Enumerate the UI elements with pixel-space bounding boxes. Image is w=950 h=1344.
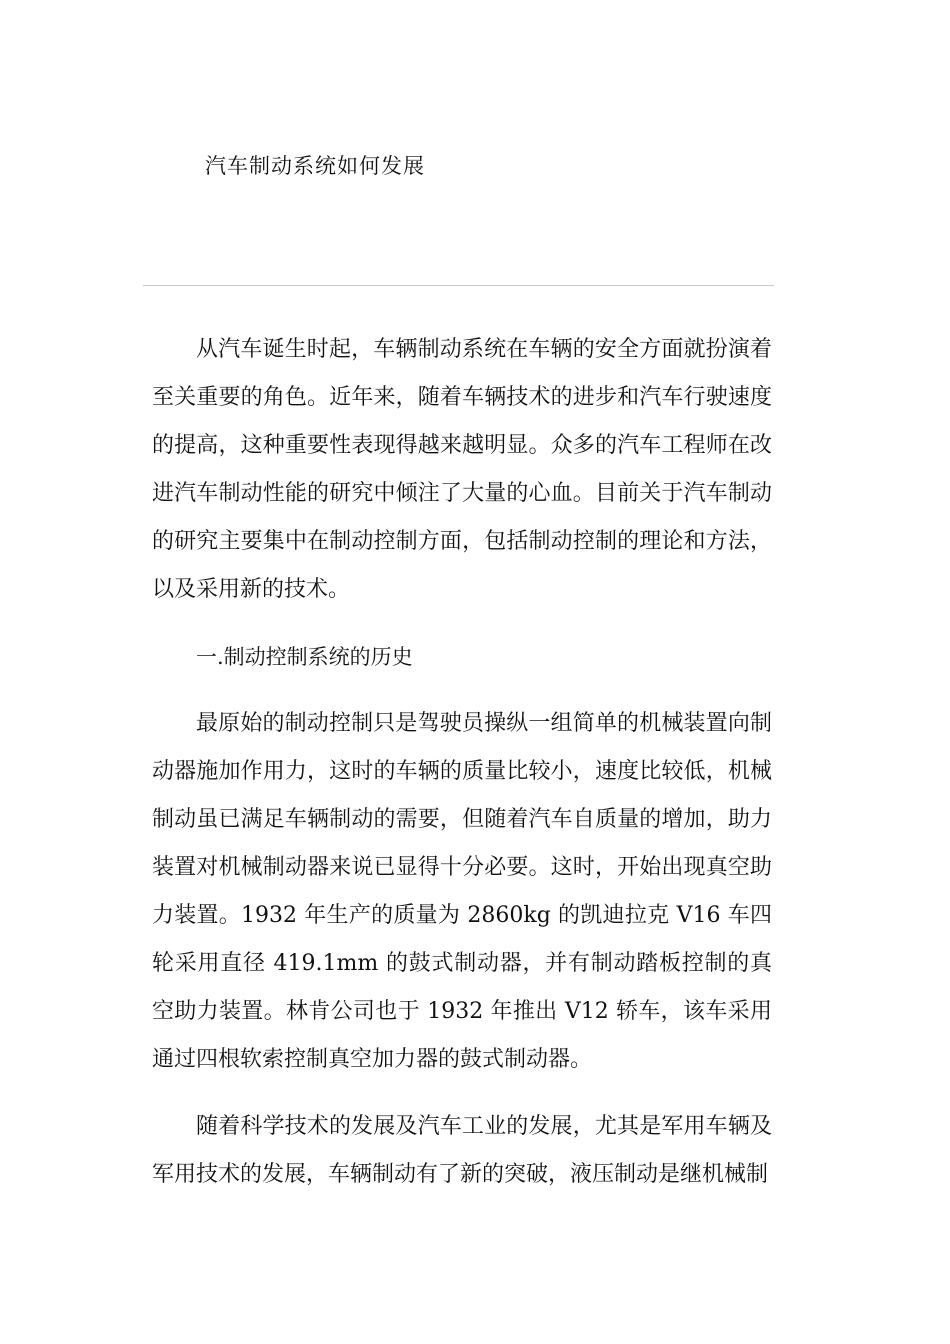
section-heading: 一.制动控制系统的历史 <box>196 645 413 669</box>
paragraph-intro: 从汽车诞生时起，车辆制动系统在车辆的安全方面就扮演着至关重要的角色。近年来，随着车辆技术的进步和汽车行驶速度的提高，这种重要性表现得越来越明显。众多的汽车工程师在改进汽车制动性能的研究中倾注了大量的心血。目前关于汽车制动的研究主要集中在制动控制方面，包括制动控制的理论和方法，以及采用新的技术。 <box>152 337 772 602</box>
title-divider <box>143 285 774 286</box>
paragraph-history: 最原始的制动控制只是驾驶员操纵一组简单的机械装置向制动器施加作用力，这时的车辆的质量比较小，速度比较低，机械制动虽已满足车辆制动的需要，但随着汽车自质量的增加，助力装置对机械制动器来说已显得十分必要。这时，开始出现真空助力装置。1932 年生产的质量为 2860kg 的凯迪拉克 V16 车四轮采用直径 419.1mm 的鼓式制动器，并有制动踏板控制的真空助力装置。林肯公司也于 1932 年推出 V12 轿车，该车采用通过四根软索控制真空加力器的鼓式制动器。 <box>152 711 772 1072</box>
paragraph-development: 随着科学技术的发展及汽车工业的发展，尤其是军用车辆及军用技术的发展，车辆制动有了新的突破，液压制动是继机械制 <box>152 1114 772 1187</box>
document-title: 汽车制动系统如何发展 <box>205 154 425 178</box>
document-body <box>152 326 772 1199</box>
